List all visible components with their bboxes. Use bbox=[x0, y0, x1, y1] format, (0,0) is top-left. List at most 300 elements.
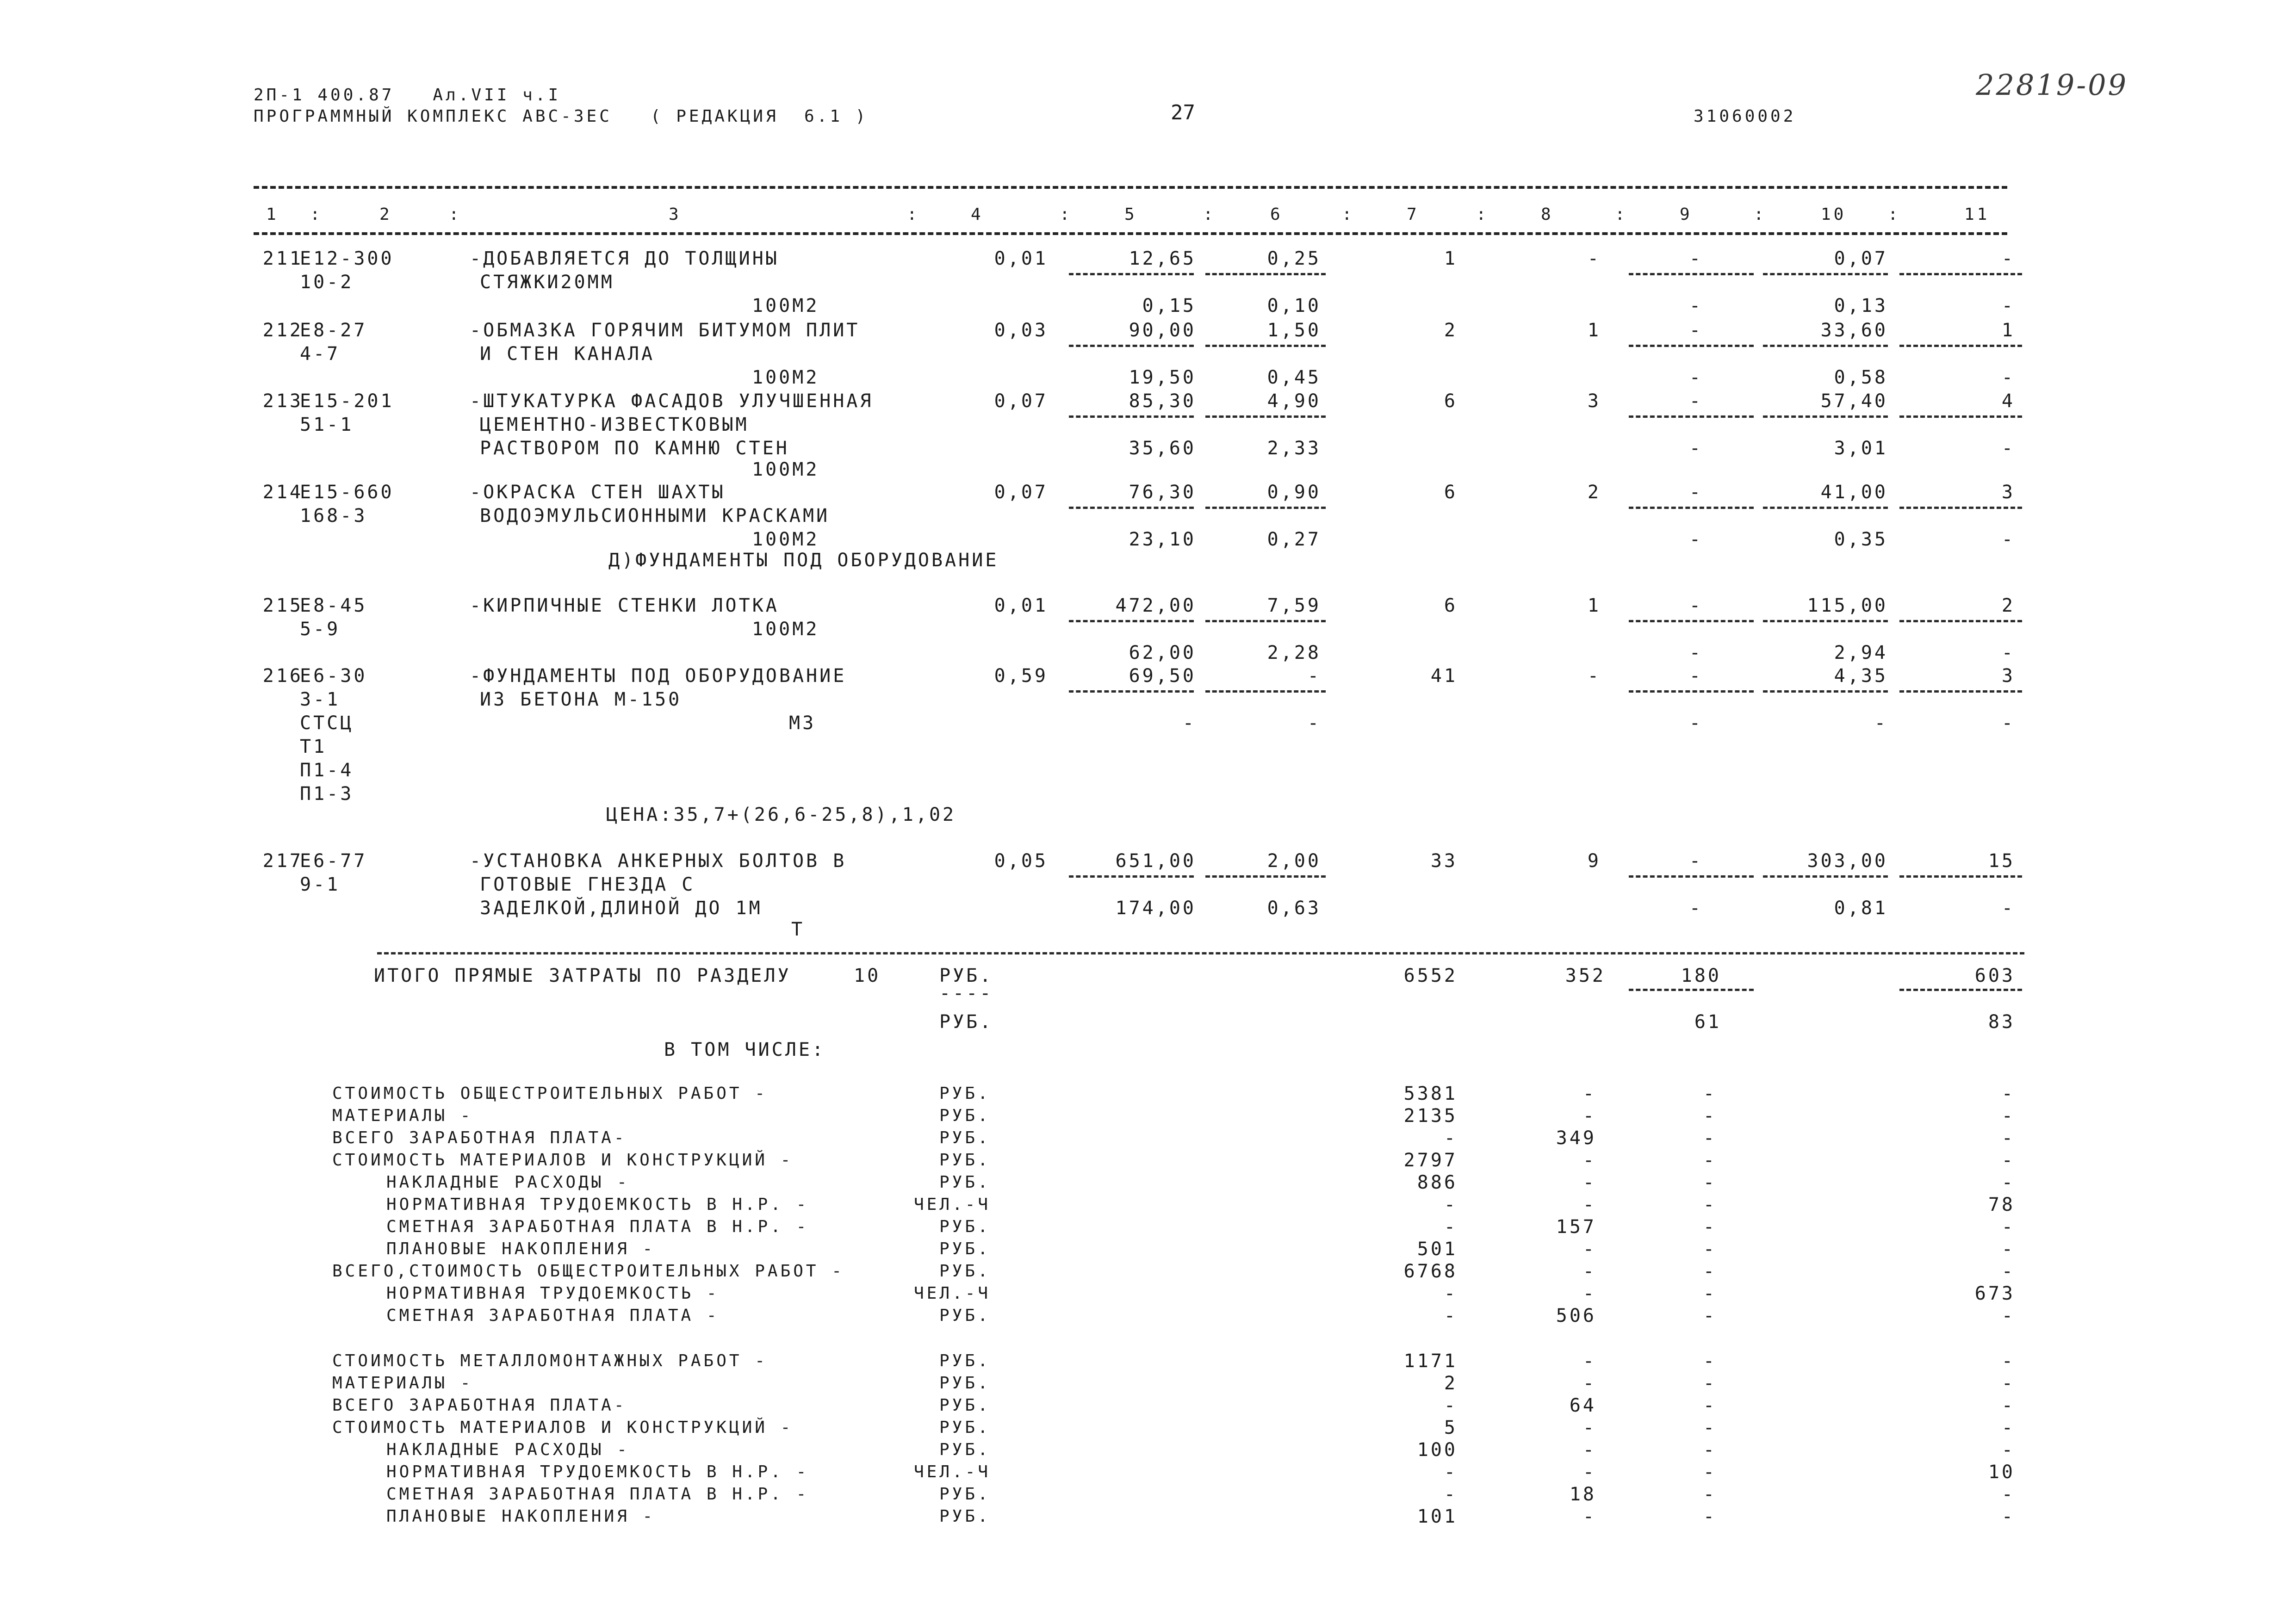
summary-label: ВСЕГО ЗАРАБОТНАЯ ПЛАТА- bbox=[332, 1396, 627, 1415]
summary-labor: - bbox=[2001, 1105, 2015, 1127]
cell-divider bbox=[1629, 415, 1754, 418]
unit-wage-cell: 0,25 bbox=[1267, 248, 1321, 269]
machine-cost-cell: - bbox=[1689, 850, 1703, 872]
total-cost-cell: 41 bbox=[1430, 665, 1458, 687]
unit-of-measure: 100М2 bbox=[752, 295, 819, 316]
cell-divider bbox=[1899, 345, 2022, 347]
totals-machines: 180 bbox=[1681, 965, 1721, 986]
cell-divider bbox=[1763, 690, 1888, 693]
summary-labor: - bbox=[2001, 1083, 2015, 1104]
cell-divider bbox=[1899, 273, 2022, 275]
unit-of-measure: 100М2 bbox=[752, 459, 819, 480]
norm-code: 168-3 bbox=[300, 505, 367, 527]
cell-divider bbox=[1069, 690, 1194, 693]
summary-wage: - bbox=[1582, 1350, 1596, 1372]
cell-divider bbox=[1629, 875, 1754, 878]
summary-labor: - bbox=[2001, 1484, 2015, 1505]
summary-label: СТОИМОСТЬ МАТЕРИАЛОВ И КОНСТРУКЦИЙ - bbox=[332, 1418, 794, 1437]
summary-unit: ЧЕЛ.-Ч bbox=[914, 1284, 991, 1303]
summary-machines: - bbox=[1703, 1373, 1717, 1394]
cell-divider bbox=[1763, 507, 1888, 509]
labor-sub-cell: 2,94 bbox=[1834, 642, 1888, 663]
work-description: РАСТВОРОМ ПО КАМНЮ СТЕН bbox=[480, 438, 789, 459]
summary-unit: РУБ. bbox=[939, 1128, 991, 1147]
summary-label: СТОИМОСТЬ МАТЕРИАЛОВ И КОНСТРУКЦИЙ - bbox=[332, 1151, 794, 1170]
unit-of-measure: 100М2 bbox=[752, 367, 819, 388]
work-description: ГОТОВЫЕ ГНЕЗДА С bbox=[480, 874, 695, 895]
cell-divider bbox=[1899, 507, 2022, 509]
summary-machines: - bbox=[1703, 1395, 1717, 1416]
summary-unit: РУБ. bbox=[939, 1239, 991, 1258]
column-separator: : bbox=[907, 205, 920, 224]
summary-wage: 64 bbox=[1569, 1395, 1596, 1416]
summary-cost: 2797 bbox=[1403, 1150, 1458, 1171]
unit-wage-cell: 7,59 bbox=[1267, 595, 1321, 616]
machine-cost-cell: - bbox=[1689, 482, 1703, 503]
work-description: -КИРПИЧНЫЕ СТЕНКИ ЛОТКА bbox=[470, 595, 779, 616]
work-description: -ШТУКАТУРКА ФАСАДОВ УЛУЧШЕННАЯ bbox=[470, 390, 874, 412]
total-wage-cell: 2 bbox=[1587, 482, 1601, 503]
unit-price-cell: 90,00 bbox=[1129, 320, 1196, 341]
column-separator: : bbox=[1203, 205, 1216, 224]
unit-price-sub-cell: 174,00 bbox=[1115, 898, 1196, 919]
totals-wage: 352 bbox=[1565, 965, 1606, 986]
labor-total-cell: - bbox=[2001, 248, 2015, 269]
summary-unit: РУБ. bbox=[939, 1418, 991, 1437]
summary-labor: 78 bbox=[1988, 1194, 2015, 1215]
work-description: ЗАДЕЛКОЙ,ДЛИНОЙ ДО 1М bbox=[480, 898, 763, 919]
norm-code: П1-3 bbox=[300, 783, 354, 805]
summary-wage: 157 bbox=[1556, 1216, 1596, 1238]
summary-wage: - bbox=[1582, 1083, 1596, 1104]
table-top-rule bbox=[254, 186, 2007, 189]
norm-code: 4-7 bbox=[300, 343, 341, 365]
cell-divider bbox=[1205, 507, 1326, 509]
machine-sub-cell: - bbox=[1689, 295, 1703, 316]
work-description: -УСТАНОВКА АНКЕРНЫХ БОЛТОВ В bbox=[470, 850, 847, 872]
totals-unit-2: РУБ. bbox=[939, 1011, 993, 1033]
norm-code: Е12-300 bbox=[300, 248, 394, 269]
machine-sub-cell: - bbox=[1689, 642, 1703, 663]
summary-machines: - bbox=[1703, 1127, 1717, 1149]
summary-wage: 18 bbox=[1569, 1484, 1596, 1505]
norm-code: П1-4 bbox=[300, 760, 354, 781]
machine-sub-cell: - bbox=[1689, 367, 1703, 388]
labor-sub-cell: 0,81 bbox=[1834, 898, 1888, 919]
summary-label: ПЛАНОВЫЕ НАКОПЛЕНИЯ - bbox=[386, 1507, 656, 1526]
summary-machines: - bbox=[1703, 1172, 1717, 1193]
work-description: И СТЕН КАНАЛА bbox=[480, 343, 655, 365]
machine-sub-cell: - bbox=[1689, 712, 1703, 734]
cell-divider bbox=[1899, 620, 2022, 622]
total-cost-cell: 1 bbox=[1444, 248, 1458, 269]
machine-sub-cell: - bbox=[1689, 898, 1703, 919]
labor-total-cell: 1 bbox=[2001, 320, 2015, 341]
unit-price-sub-cell: 35,60 bbox=[1129, 438, 1196, 459]
summary-cost: 886 bbox=[1417, 1172, 1458, 1193]
unit-wage-cell: 4,90 bbox=[1267, 390, 1321, 412]
cell-divider bbox=[1763, 875, 1888, 878]
unit-wage-sub-cell: - bbox=[1307, 712, 1321, 734]
summary-cost: - bbox=[1444, 1216, 1458, 1238]
row-number: 213 bbox=[262, 390, 303, 412]
summary-cost: 501 bbox=[1417, 1239, 1458, 1260]
unit-of-measure: 100М2 bbox=[752, 529, 819, 550]
summary-unit: РУБ. bbox=[939, 1084, 991, 1103]
summary-cost: - bbox=[1444, 1462, 1458, 1483]
cell-divider bbox=[1205, 273, 1326, 275]
cell-divider bbox=[1205, 875, 1326, 878]
quantity-cell: 0,05 bbox=[994, 850, 1048, 872]
unit-wage-sub-cell: 2,33 bbox=[1267, 438, 1321, 459]
unit-wage-cell: 2,00 bbox=[1267, 850, 1321, 872]
summary-label: МАТЕРИАЛЫ - bbox=[332, 1374, 473, 1393]
column-header-3: 3 bbox=[669, 205, 682, 224]
summary-wage: - bbox=[1582, 1172, 1596, 1193]
summary-unit: РУБ. bbox=[939, 1306, 991, 1325]
machine-sub-cell: - bbox=[1689, 438, 1703, 459]
summary-label: СМЕТНАЯ ЗАРАБОТНАЯ ПЛАТА - bbox=[386, 1306, 720, 1325]
total-wage-cell: - bbox=[1587, 248, 1601, 269]
summary-labor: - bbox=[2001, 1127, 2015, 1149]
labor-total-cell: 15 bbox=[1988, 850, 2015, 872]
summary-labor: - bbox=[2001, 1172, 2015, 1193]
norm-code: Т1 bbox=[300, 736, 327, 757]
labor-cell: 115,00 bbox=[1807, 595, 1888, 616]
quantity-cell: 0,01 bbox=[994, 248, 1048, 269]
including-heading: В ТОМ ЧИСЛЕ: bbox=[664, 1039, 825, 1060]
summary-cost: - bbox=[1444, 1305, 1458, 1326]
work-description: -ОКРАСКА СТЕН ШАХТЫ bbox=[470, 482, 726, 503]
machine-cost-cell: - bbox=[1689, 390, 1703, 412]
summary-cost: 100 bbox=[1417, 1439, 1458, 1461]
cell-divider bbox=[1205, 620, 1326, 622]
price-formula: ЦЕНА:35,7+(26,6-25,8),1,02 bbox=[606, 804, 956, 825]
total-wage-cell: 3 bbox=[1587, 390, 1601, 412]
summary-label: МАТЕРИАЛЫ - bbox=[332, 1106, 473, 1125]
norm-code: СТСЦ bbox=[300, 712, 354, 734]
cell-divider bbox=[1629, 345, 1754, 347]
column-separator: : bbox=[449, 205, 462, 224]
total-cost-cell: 6 bbox=[1444, 595, 1458, 616]
norm-code: 51-1 bbox=[300, 414, 354, 435]
column-separator: : bbox=[1060, 205, 1073, 224]
summary-machines: - bbox=[1703, 1105, 1717, 1127]
column-separator: : bbox=[310, 205, 323, 224]
summary-machines: - bbox=[1703, 1261, 1717, 1282]
unit-price-cell: 69,50 bbox=[1129, 665, 1196, 687]
summary-label: НАКЛАДНЫЕ РАСХОДЫ - bbox=[386, 1440, 630, 1459]
summary-label: СМЕТНАЯ ЗАРАБОТНАЯ ПЛАТА В Н.Р. - bbox=[386, 1217, 809, 1236]
summary-machines: - bbox=[1703, 1350, 1717, 1372]
summary-wage: - bbox=[1582, 1506, 1596, 1527]
summary-machines: - bbox=[1703, 1417, 1717, 1438]
totals-cost: 6552 bbox=[1403, 965, 1458, 986]
summary-unit: РУБ. bbox=[939, 1507, 991, 1526]
summary-cost: 2 bbox=[1444, 1373, 1458, 1394]
unit-price-sub-cell: 0,15 bbox=[1142, 295, 1196, 316]
summary-labor: - bbox=[2001, 1373, 2015, 1394]
cell-divider bbox=[1069, 875, 1194, 878]
summary-unit: РУБ. bbox=[939, 1217, 991, 1236]
cell-divider bbox=[1069, 415, 1194, 418]
work-description: ИЗ БЕТОНА М-150 bbox=[480, 689, 682, 710]
page-number: 27 bbox=[1171, 101, 1195, 124]
unit-price-sub-cell: - bbox=[1182, 712, 1196, 734]
summary-unit: РУБ. bbox=[939, 1262, 991, 1281]
cell-divider bbox=[1629, 620, 1754, 622]
summary-cost: 5 bbox=[1444, 1417, 1458, 1438]
labor-total-cell: 3 bbox=[2001, 665, 2015, 687]
total-cost-cell: 2 bbox=[1444, 320, 1458, 341]
summary-labor: - bbox=[2001, 1261, 2015, 1282]
summary-label: СТОИМОСТЬ МЕТАЛЛОМОНТАЖНЫХ РАБОТ - bbox=[332, 1351, 768, 1370]
unit-wage-sub-cell: 0,63 bbox=[1267, 898, 1321, 919]
summary-cost: 2135 bbox=[1403, 1105, 1458, 1127]
column-header-11: 11 bbox=[1964, 205, 1990, 224]
summary-labor: 10 bbox=[1988, 1462, 2015, 1483]
column-header-6: 6 bbox=[1270, 205, 1283, 224]
total-cost-cell: 6 bbox=[1444, 482, 1458, 503]
machine-cost-cell: - bbox=[1689, 595, 1703, 616]
quantity-cell: 0,03 bbox=[994, 320, 1048, 341]
cell-divider bbox=[1205, 345, 1326, 347]
summary-cost: 101 bbox=[1417, 1506, 1458, 1527]
norm-code: Е6-77 bbox=[300, 850, 367, 872]
summary-label: СТОИМОСТЬ ОБЩЕСТРОИТЕЛЬНЫХ РАБОТ - bbox=[332, 1084, 768, 1103]
labor-sub-cell: 3,01 bbox=[1834, 438, 1888, 459]
summary-machines: - bbox=[1703, 1462, 1717, 1483]
summary-machines: - bbox=[1703, 1194, 1717, 1215]
labor-cell: 0,07 bbox=[1834, 248, 1888, 269]
summary-cost: - bbox=[1444, 1194, 1458, 1215]
cell-divider bbox=[1629, 507, 1754, 509]
summary-labor: - bbox=[2001, 1439, 2015, 1461]
cell-divider bbox=[1629, 273, 1754, 275]
quantity-cell: 0,01 bbox=[994, 595, 1048, 616]
norm-code: 5-9 bbox=[300, 619, 341, 640]
unit-of-measure: 100М2 bbox=[752, 619, 819, 640]
totals-divider bbox=[1629, 989, 1754, 991]
cell-divider bbox=[1069, 273, 1194, 275]
row-number: 214 bbox=[262, 482, 303, 503]
summary-machines: - bbox=[1703, 1216, 1717, 1238]
labor-cell: 303,00 bbox=[1807, 850, 1888, 872]
summary-wage: - bbox=[1582, 1150, 1596, 1171]
unit-price-cell: 76,30 bbox=[1129, 482, 1196, 503]
column-separator: : bbox=[1615, 205, 1628, 224]
summary-wage: - bbox=[1582, 1239, 1596, 1260]
totals-unit: РУБ. bbox=[939, 965, 993, 986]
total-cost-cell: 6 bbox=[1444, 390, 1458, 412]
labor-sub-cell: 0,13 bbox=[1834, 295, 1888, 316]
summary-label: ВСЕГО ЗАРАБОТНАЯ ПЛАТА- bbox=[332, 1128, 627, 1147]
labor-sub-cell: 0,35 bbox=[1834, 529, 1888, 550]
unit-price-cell: 651,00 bbox=[1115, 850, 1196, 872]
column-separator: : bbox=[1754, 205, 1767, 224]
column-header-7: 7 bbox=[1407, 205, 1420, 224]
summary-cost: 1171 bbox=[1403, 1350, 1458, 1372]
summary-unit: ЧЕЛ.-Ч bbox=[914, 1462, 991, 1481]
summary-labor: - bbox=[2001, 1417, 2015, 1438]
summary-wage: - bbox=[1582, 1283, 1596, 1304]
total-cost-cell: 33 bbox=[1430, 850, 1458, 872]
quantity-cell: 0,59 bbox=[994, 665, 1048, 687]
total-wage-cell: 1 bbox=[1587, 320, 1601, 341]
summary-labor: - bbox=[2001, 1305, 2015, 1326]
totals-labor-wage: 83 bbox=[1988, 1011, 2015, 1033]
labor-cell: 41,00 bbox=[1820, 482, 1888, 503]
machine-sub-cell: - bbox=[1689, 529, 1703, 550]
summary-machines: - bbox=[1703, 1283, 1717, 1304]
column-separator: : bbox=[1342, 205, 1355, 224]
norm-code: 3-1 bbox=[300, 689, 341, 710]
totals-rule bbox=[377, 952, 2024, 954]
work-description: СТЯЖКИ20ММ bbox=[480, 272, 614, 293]
summary-machines: - bbox=[1703, 1506, 1717, 1527]
machine-cost-cell: - bbox=[1689, 320, 1703, 341]
unit-of-measure: Т bbox=[791, 919, 805, 940]
labor-total-sub-cell: - bbox=[2001, 529, 2015, 550]
summary-wage: - bbox=[1582, 1194, 1596, 1215]
unit-wage-cell: 0,90 bbox=[1267, 482, 1321, 503]
totals-label: ИТОГО ПРЯМЫЕ ЗАТРАТЫ ПО РАЗДЕЛУ bbox=[374, 965, 791, 986]
summary-unit: РУБ. bbox=[939, 1351, 991, 1370]
labor-total-cell: 4 bbox=[2001, 390, 2015, 412]
summary-labor: - bbox=[2001, 1506, 2015, 1527]
row-number: 215 bbox=[262, 595, 303, 616]
unit-wage-cell: 1,50 bbox=[1267, 320, 1321, 341]
summary-labor: - bbox=[2001, 1395, 2015, 1416]
unit-wage-sub-cell: 2,28 bbox=[1267, 642, 1321, 663]
summary-wage: - bbox=[1582, 1439, 1596, 1461]
summary-unit: РУБ. bbox=[939, 1396, 991, 1415]
summary-label: НОРМАТИВНАЯ ТРУДОЕМКОСТЬ В Н.Р. - bbox=[386, 1195, 809, 1214]
cell-divider bbox=[1629, 690, 1754, 693]
column-header-2: 2 bbox=[379, 205, 392, 224]
unit-price-sub-cell: 19,50 bbox=[1129, 367, 1196, 388]
summary-machines: - bbox=[1703, 1439, 1717, 1461]
cell-divider bbox=[1763, 620, 1888, 622]
summary-cost: 5381 bbox=[1403, 1083, 1458, 1104]
labor-cell: 57,40 bbox=[1820, 390, 1888, 412]
summary-unit: РУБ. bbox=[939, 1374, 991, 1393]
document-code: 31060002 bbox=[1694, 107, 1796, 126]
norm-code: Е8-27 bbox=[300, 320, 367, 341]
work-description: ЦЕМЕНТНО-ИЗВЕСТКОВЫМ bbox=[480, 414, 749, 435]
summary-wage: - bbox=[1582, 1462, 1596, 1483]
labor-total-cell: 2 bbox=[2001, 595, 2015, 616]
summary-unit: РУБ. bbox=[939, 1440, 991, 1459]
cell-divider bbox=[1069, 507, 1194, 509]
row-number: 211 bbox=[262, 248, 303, 269]
norm-code: 9-1 bbox=[300, 874, 341, 895]
norm-code: Е15-660 bbox=[300, 482, 394, 503]
summary-cost: - bbox=[1444, 1395, 1458, 1416]
summary-wage: - bbox=[1582, 1261, 1596, 1282]
cell-divider bbox=[1763, 345, 1888, 347]
summary-wage: - bbox=[1582, 1373, 1596, 1394]
labor-cell: 4,35 bbox=[1834, 665, 1888, 687]
labor-total-sub-cell: - bbox=[2001, 898, 2015, 919]
labor-sub-cell: - bbox=[1874, 712, 1888, 734]
norm-code: Е15-201 bbox=[300, 390, 394, 412]
totals-unit-dash: ---- bbox=[939, 983, 993, 1004]
summary-wage: - bbox=[1582, 1105, 1596, 1127]
unit-price-cell: 85,30 bbox=[1129, 390, 1196, 412]
cell-divider bbox=[1899, 875, 2022, 878]
unit-price-sub-cell: 23,10 bbox=[1129, 529, 1196, 550]
column-separator: : bbox=[1888, 205, 1901, 224]
totals-machines-wage: 61 bbox=[1694, 1011, 1721, 1033]
cell-divider bbox=[1205, 690, 1326, 693]
machine-cost-cell: - bbox=[1689, 248, 1703, 269]
unit-wage-cell: - bbox=[1307, 665, 1321, 687]
summary-machines: - bbox=[1703, 1305, 1717, 1326]
labor-cell: 33,60 bbox=[1820, 320, 1888, 341]
cell-divider bbox=[1899, 690, 2022, 693]
summary-unit: РУБ. bbox=[939, 1106, 991, 1125]
total-wage-cell: 1 bbox=[1587, 595, 1601, 616]
quantity-cell: 0,07 bbox=[994, 482, 1048, 503]
labor-total-sub-cell: - bbox=[2001, 438, 2015, 459]
totals-section-number: 10 bbox=[854, 965, 881, 986]
summary-wage: 349 bbox=[1556, 1127, 1596, 1149]
summary-labor: - bbox=[2001, 1150, 2015, 1171]
column-header-10: 10 bbox=[1821, 205, 1847, 224]
labor-total-sub-cell: - bbox=[2001, 642, 2015, 663]
unit-wage-sub-cell: 0,10 bbox=[1267, 295, 1321, 316]
summary-labor: 673 bbox=[1974, 1283, 2015, 1304]
row-number: 216 bbox=[262, 665, 303, 687]
work-description: -ФУНДАМЕНТЫ ПОД ОБОРУДОВАНИЕ bbox=[470, 665, 847, 687]
quantity-cell: 0,07 bbox=[994, 390, 1048, 412]
row-number: 212 bbox=[262, 320, 303, 341]
norm-code: Е8-45 bbox=[300, 595, 367, 616]
unit-wage-sub-cell: 0,45 bbox=[1267, 367, 1321, 388]
totals-divider bbox=[1899, 989, 2022, 991]
row-number: 217 bbox=[262, 850, 303, 872]
unit-wage-sub-cell: 0,27 bbox=[1267, 529, 1321, 550]
cell-divider bbox=[1205, 415, 1326, 418]
norm-code: Е6-30 bbox=[300, 665, 367, 687]
work-description: ВОДОЭМУЛЬСИОННЫМИ КРАСКАМИ bbox=[480, 505, 830, 527]
cell-divider bbox=[1899, 415, 2022, 418]
summary-label: СМЕТНАЯ ЗАРАБОТНАЯ ПЛАТА В Н.Р. - bbox=[386, 1485, 809, 1504]
totals-labor: 603 bbox=[1974, 965, 2015, 986]
summary-unit: РУБ. bbox=[939, 1485, 991, 1504]
summary-cost: 6768 bbox=[1403, 1261, 1458, 1282]
column-header-5: 5 bbox=[1124, 205, 1137, 224]
summary-unit: РУБ. bbox=[939, 1173, 991, 1192]
unit-price-sub-cell: 62,00 bbox=[1129, 642, 1196, 663]
summary-unit: РУБ. bbox=[939, 1151, 991, 1170]
archive-stamp: 22819-09 bbox=[1976, 68, 2128, 102]
cell-divider bbox=[1069, 620, 1194, 622]
summary-labor: - bbox=[2001, 1350, 2015, 1372]
program-title: ПРОГРАММНЫЙ КОМПЛЕКС АВС-3ЕС ( РЕДАКЦИЯ 6.1 ) bbox=[254, 107, 869, 126]
summary-machines: - bbox=[1703, 1239, 1717, 1260]
summary-label: ПЛАНОВЫЕ НАКОПЛЕНИЯ - bbox=[386, 1239, 656, 1258]
labor-sub-cell: 0,58 bbox=[1834, 367, 1888, 388]
summary-machines: - bbox=[1703, 1150, 1717, 1171]
work-description: -ОБМАЗКА ГОРЯЧИМ БИТУМОМ ПЛИТ bbox=[470, 320, 860, 341]
summary-label: НОРМАТИВНАЯ ТРУДОЕМКОСТЬ В Н.Р. - bbox=[386, 1462, 809, 1481]
summary-machines: - bbox=[1703, 1484, 1717, 1505]
cell-divider bbox=[1763, 273, 1888, 275]
column-separator: : bbox=[1476, 205, 1489, 224]
doc-reference: 2П-1 400.87 Ал.VII ч.I bbox=[254, 86, 561, 105]
